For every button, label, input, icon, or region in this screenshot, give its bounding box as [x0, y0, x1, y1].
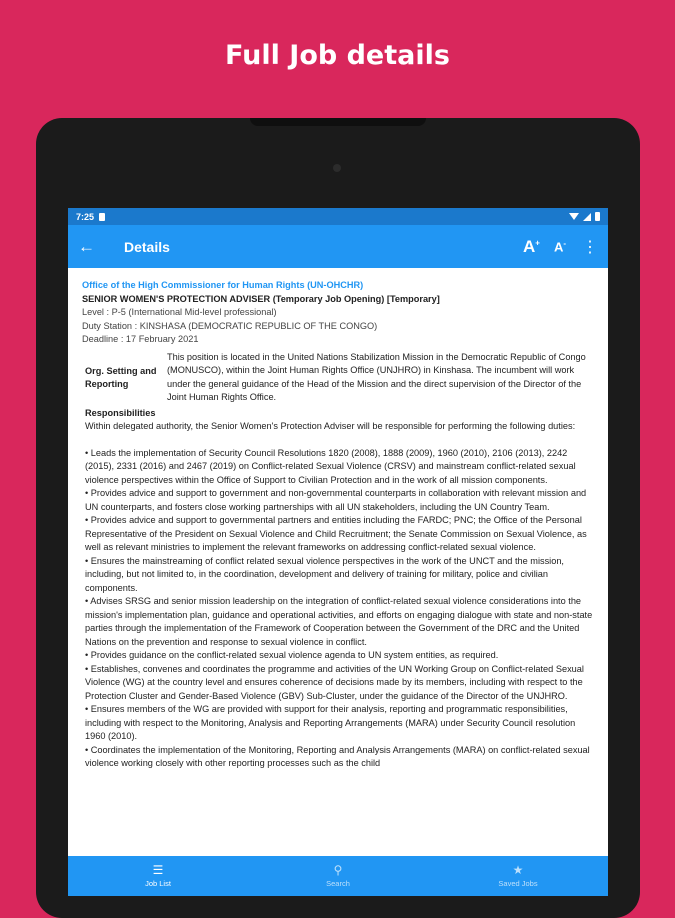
nav-label: Search [326, 879, 350, 888]
star-icon: ★ [512, 863, 524, 877]
job-details-content [68, 268, 608, 771]
search-icon: ⚲ [333, 863, 343, 877]
job-title: SENIOR WOMEN'S PROTECTION ADVISER (Temporary Job Opening) [Temporary] [82, 293, 440, 304]
list-item: • Establishes, convenes and coordinates the programme and activities of the UN Working Group on Conflict-related Sexual Violence (WG) at the country level and ensures coherence of decisions made by its members, including with respect to the Protection Cluster and Gender-Based Violence (GBV) Sub-Cluster, under the guidance of the Director of the UNJHRO. [85, 663, 584, 701]
list-icon: ☰ [152, 863, 164, 877]
signal-icon [583, 213, 591, 221]
org-setting-text: This position is located in the United Nations Stabilization Mission in the Democratic Republic of Congo (MONUSCO), within the Joint Human Rights Office (UNJHRO) in Kinshasa. The incumbent will work under the general guidance of the Head of the Mission and the direct supervision of the Director of the Joint Human Rights Office. [167, 351, 586, 402]
tablet-notch [250, 118, 426, 126]
deadline: Deadline : 17 February 2021 [82, 334, 199, 344]
battery-icon [595, 212, 600, 221]
list-item: • Ensures the mainstreaming of conflict related sexual violence perspectives in the work of the UNCT and the mission, including, but not limited to, in the coordination, development and delivery of training for military, police and civilian components. [85, 555, 564, 593]
list-item: • Provides guidance on the conflict-related sexual violence agenda to UN system entities, as required. [85, 650, 499, 660]
status-time: 7:25 [76, 211, 95, 222]
hero-title: Full Job details [225, 40, 450, 71]
org-setting-section [82, 351, 594, 405]
responsibilities-list [82, 447, 594, 771]
list-item: • Provides advice and support to governmental partners and entities including the FARDC; PNC; the Office of the Personal Representative of the President on Sexual Violence and Child Recruitment; the Senate Commission on Sexual Violence, as well as relevant ministries to implement the relevant frameworks on addressing conflict-related sexual violence. [85, 515, 587, 552]
arrow-left-icon[interactable]: ← [78, 236, 95, 256]
responsibilities-heading: Responsibilities [85, 407, 156, 418]
responsibilities-intro: Within delegated authority, the Senior Women's Protection Adviser will be responsible for performing the following duties: [85, 421, 576, 431]
tablet-frame [36, 118, 640, 918]
camera-icon [333, 164, 341, 172]
list-item: • Provides advice and support to government and non-governmental counterparts in collaboration with relevant mission and UN counterparts, and fosters close working partnerships with all UN stakeholders, including the UN Country Team. [85, 488, 587, 512]
list-item: • Coordinates the implementation of the Monitoring, Reporting and Analysis Arrangements (MARA) on conflict-related sexual violence working closely with other reporting processes such as the child [85, 744, 590, 768]
list-item: • Leads the implementation of Security Council Resolutions 1820 (2008), 1888 (2009), 1960 (2010), 2106 (2013), 2242 (2015), 2331 (2016) and 2467 (2019) on Conflict-related Sexual Violence (CRSV) and mainstream conflict-related sexual violence perspectives within the Office of Support to Civilian Protection and in the work of all mission components. [85, 447, 576, 485]
font-decrease-icon[interactable]: A- [553, 238, 566, 255]
bottom-navigation [68, 856, 608, 896]
nav-search[interactable] [248, 856, 428, 896]
nav-saved-jobs[interactable] [428, 856, 608, 896]
job-level: Level : P-5 (International Mid-level professional) [82, 307, 277, 317]
duty-station: Duty Station : KINSHASA (DEMOCRATIC REPUBLIC OF THE CONGO) [82, 320, 378, 331]
app-bar [68, 225, 608, 268]
list-item: • Advises SRSG and senior mission leadership on the integration of conflict-related sexual violence considerations into the mission's implementation plan, guidance and operational activities, and efforts on engaging dialogue with state and non-state parties through the implementation of the Framework of Cooperation between the Government of the DRC and the United Nations on the prevention and response to sexual violence in conflict. [85, 596, 593, 647]
page-title: Details [124, 238, 170, 255]
org-setting-label: Org. Setting and Reporting [85, 365, 157, 389]
nav-label: Saved Jobs [498, 879, 538, 888]
more-vert-icon[interactable]: ⋮ [582, 238, 598, 256]
status-bar [68, 208, 608, 225]
font-increase-icon[interactable]: A+ [522, 236, 540, 256]
nav-label: Job List [145, 879, 171, 888]
organization-name: Office of the High Commissioner for Human Rights (UN-OHCHR) [82, 280, 364, 290]
nav-job-list[interactable] [68, 856, 248, 896]
sd-card-icon [99, 213, 105, 221]
app-screen [68, 208, 608, 896]
wifi-icon [569, 213, 579, 220]
list-item: • Ensures members of the WG are provided with support for their analysis, reporting and programmatic responsibilities, including with respect to the Monitoring, Analysis and Reporting Arrangements (MARA) under Security Council resolution 1960 (2010). [85, 704, 576, 741]
